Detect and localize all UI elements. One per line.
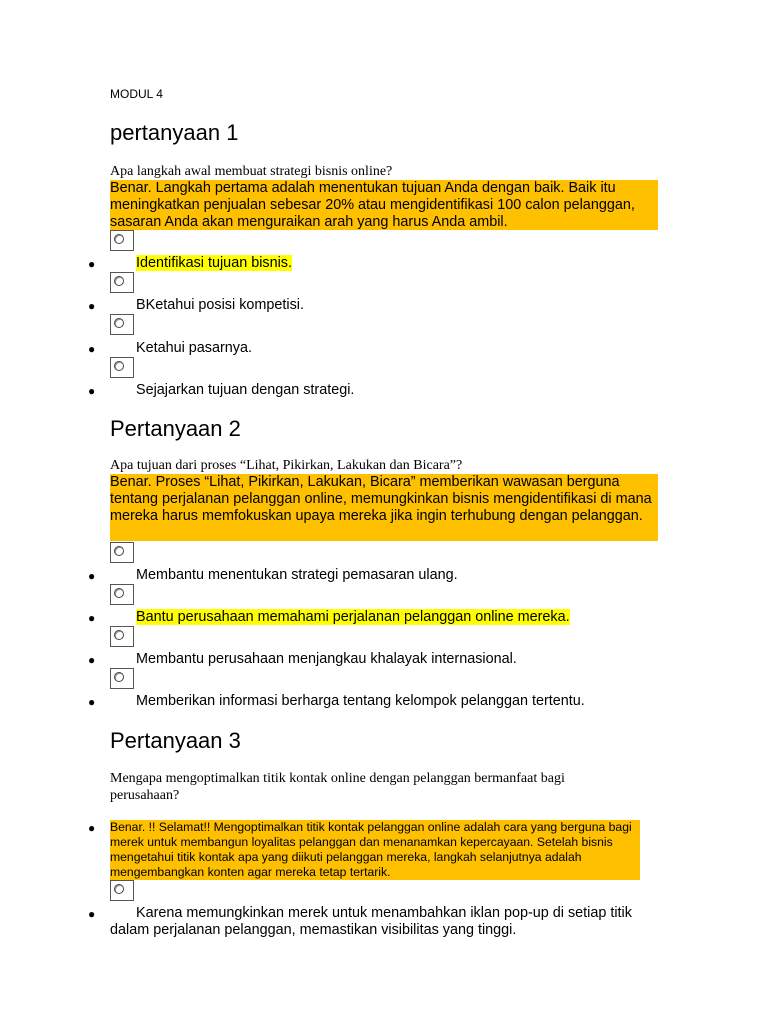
q2-option-2-bullet: ● <box>88 611 96 625</box>
q3-option-1-bullet: ● <box>88 907 96 921</box>
q1-option-1-bullet: ● <box>88 257 96 271</box>
q2-option-4-label: Memberikan informasi berharga tentang kelompok pelanggan tertentu. <box>136 693 585 709</box>
q1-option-3-radio[interactable] <box>110 314 134 335</box>
q2-option-3-radio[interactable] <box>110 626 134 647</box>
q1-option-3-bullet: ● <box>88 342 96 356</box>
q2-option-2-label: Bantu perusahaan memahami perjalanan pelanggan online mereka. <box>136 609 570 625</box>
q2-option-1-label: Membantu menentukan strategi pemasaran ulang. <box>136 567 458 583</box>
q2-option-3-label: Membantu perusahaan menjangkau khalayak internasional. <box>136 651 517 667</box>
q2-option-2-radio[interactable] <box>110 584 134 605</box>
q1-option-4-bullet: ● <box>88 384 96 398</box>
q1-option-1-label: Identifikasi tujuan bisnis. <box>136 255 292 271</box>
q2-option-4-radio[interactable] <box>110 668 134 689</box>
q3-option-1-radio[interactable] <box>110 880 134 901</box>
q1-option-2-radio[interactable] <box>110 272 134 293</box>
q2-option-1-radio[interactable] <box>110 542 134 563</box>
q1-option-2-bullet: ● <box>88 299 96 313</box>
q1-option-2-label: BKetahui posisi kompetisi. <box>136 297 304 313</box>
q2-option-3-bullet: ● <box>88 653 96 667</box>
question-2-text: Apa tujuan dari proses “Lihat, Pikirkan, Lakukan dan Bicara”? <box>110 458 463 473</box>
question-1-feedback: Benar. Langkah pertama adalah menentukan tujuan Anda dengan baik. Baik itu meningkatkan penjualan sebesar 20% atau mengidentifikasi 100 calon pelanggan, sasaran Anda akan menguraikan arah yang harus Anda ambil. <box>110 180 658 230</box>
q1-option-3-label: Ketahui pasarnya. <box>136 340 253 356</box>
q2-option-1-bullet: ● <box>88 569 96 583</box>
q3-feedback-bullet: ● <box>88 821 96 835</box>
q3-option-1-label: Karena memungkinkan merek untuk menambahkan iklan pop-up di setiap titik dalam perjalanan pelanggan, memastikan visibilitas yang tinggi. <box>110 905 632 938</box>
question-1-title: pertanyaan 1 <box>110 120 239 145</box>
question-3-text: Mengapa mengoptimalkan titik kontak online dengan pelanggan bermanfaat bagi perusahaan? <box>110 771 565 803</box>
q1-option-1-radio[interactable] <box>110 230 134 251</box>
question-3-title: Pertanyaan 3 <box>110 728 241 753</box>
question-3-feedback: Benar. !! Selamat!! Mengoptimalkan titik kontak pelanggan online adalah cara yang berguna bagi merek untuk membangun loyalitas pelanggan dan menanamkan kepercayaan. Setelah bisnis mengetahui titik kontak apa yang diikuti pelanggan mereka, langkah selanjutnya adalah mengembangkan konten agar mereka tetap tertarik. <box>110 820 640 880</box>
question-2-feedback: Benar. Proses “Lihat, Pikirkan, Lakukan, Bicara” memberikan wawasan berguna tentang perjalanan pelanggan online, memungkinkan bisnis mengidentifikasi di mana mereka harus memfokuskan upaya mereka jika ingin terhubung dengan pelanggan. <box>110 474 658 541</box>
question-2-title: Pertanyaan 2 <box>110 416 241 441</box>
module-label: MODUL 4 <box>110 87 163 101</box>
q1-option-4-label: Sejajarkan tujuan dengan strategi. <box>136 382 355 398</box>
q2-option-4-bullet: ● <box>88 695 96 709</box>
question-1-text: Apa langkah awal membuat strategi bisnis online? <box>110 164 393 179</box>
q1-option-4-radio[interactable] <box>110 357 134 378</box>
